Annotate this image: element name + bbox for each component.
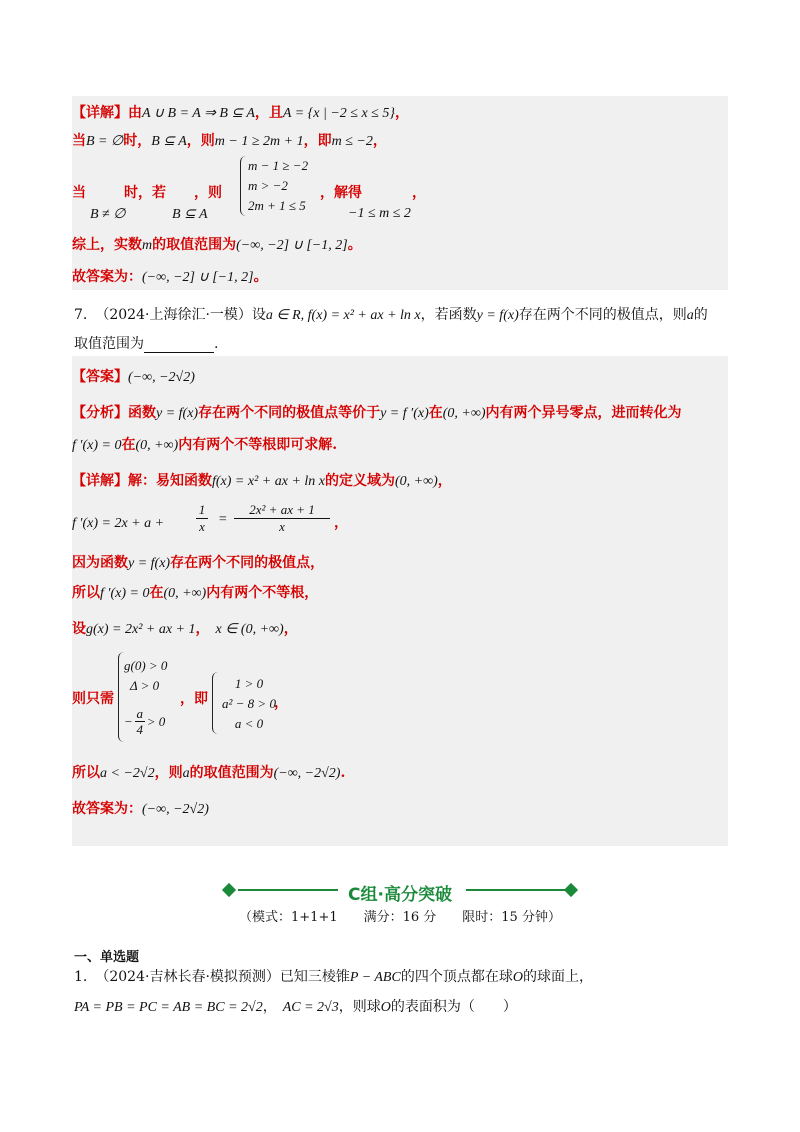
comma: ， <box>274 695 288 711</box>
equals-sign: = <box>218 512 228 527</box>
solve-label: ，解得 <box>320 185 362 201</box>
solution-range: −1 ≤ m ≤ 2 <box>348 206 411 221</box>
fraction-1-over-x: 1 x <box>196 502 208 535</box>
analysis-row-2: f ′(x) = 0在(0, +∞)内有两个不等根即可求解. <box>72 437 338 453</box>
answer-blank <box>144 338 214 353</box>
let-row: 设g(x) = 2x² + ax + 1， x ∈ (0, +∞)， <box>72 621 298 637</box>
solution-box-1 <box>72 96 728 290</box>
conclusion-row: 所以a < −2√2，则a的取值范围为(−∞, −2√2). <box>72 765 346 781</box>
system-brace-2 <box>212 672 219 734</box>
analysis-row-1: 【分析】函数y = f(x)存在两个不同的极值点等价于y = f ′(x)在(0, +∞)内有两个异号零点，进而转化为 <box>72 405 682 421</box>
detail-row: 【详解】解：易知函数f(x) = x² + ax + ln x的定义域为(0, +∞)， <box>72 473 452 489</box>
detail-line-1: 【详解】由A ∪ B = A ⇒ B ⊆ A，且A = {x | −2 ≤ x ≤ 5}， <box>72 105 409 121</box>
question-7-line-1: 7. （2024·上海徐汇·一模）设a ∈ R, f(x) = x² + ax + ln x，若函数y = f(x)存在两个不同的极值点，则a的 <box>74 307 708 323</box>
detail-line-2: 当B = ∅时，B ⊆ A，则m − 1 ≥ 2m + 1，即m ≤ −2， <box>72 133 387 149</box>
section-c-subtitle: （模式：1+1+1 满分：16 分 限时：15 分钟） <box>239 910 561 925</box>
final-answer-row: 故答案为：(−∞, −2√2) <box>72 801 209 817</box>
detail-line-3: 当 时，若 ，则 <box>72 185 222 201</box>
condition-system-2: 1 > 0 a² − 8 > 0 a < 0 <box>222 676 276 731</box>
need-label: 则只需 <box>72 691 114 707</box>
because-row: 因为函数y = f(x)存在两个不同的极值点， <box>72 555 325 571</box>
condition-b-nonempty: B ≠ ∅ <box>90 207 126 222</box>
question-1-line-2: PA = PB = PC = AB = BC = 2√2， AC = 2√3，则球O的表面积为（ ） <box>74 999 517 1015</box>
derivative-row: f ′(x) = 2x + a + <box>72 516 165 531</box>
comma: ， <box>334 515 348 531</box>
system-brace <box>240 156 247 216</box>
part-heading: 一、单选题 <box>74 950 140 965</box>
comma: ， <box>412 185 426 201</box>
question-7-line-2: 取值范围为 . <box>74 336 219 352</box>
section-c-title: C组·高分突破 <box>348 885 452 905</box>
condition-b-subset: B ⊆ A <box>172 207 208 222</box>
therefore-row: 所以f ′(x) = 0在(0, +∞)内有两个不等根， <box>72 585 319 601</box>
namely-label: ，即 <box>180 691 208 707</box>
fraction-derivative: 2x² + ax + 1 x <box>234 502 330 535</box>
answer-row: 【答案】(−∞, −2√2) <box>72 369 195 385</box>
answer-line: 故答案为：(−∞, −2] ∪ [−1, 2]。 <box>72 269 268 285</box>
detail-line-4: 综上，实数m的取值范围为(−∞, −2] ∪ [−1, 2]。 <box>72 237 362 253</box>
neg-a-over-4: − $\frac{a}{4}$ > 0 <box>124 706 166 737</box>
solution-box-2 <box>72 356 728 846</box>
condition-system-1: g(0) > 0 Δ > 0 <box>124 658 168 693</box>
question-1-line-1: 1. （2024·吉林长春·模拟预测）已知三棱锥P − ABC的四个顶点都在球O的球面上， <box>74 969 593 985</box>
inequality-system: m − 1 ≥ −2 m > −2 2m + 1 ≤ 5 <box>248 158 309 213</box>
